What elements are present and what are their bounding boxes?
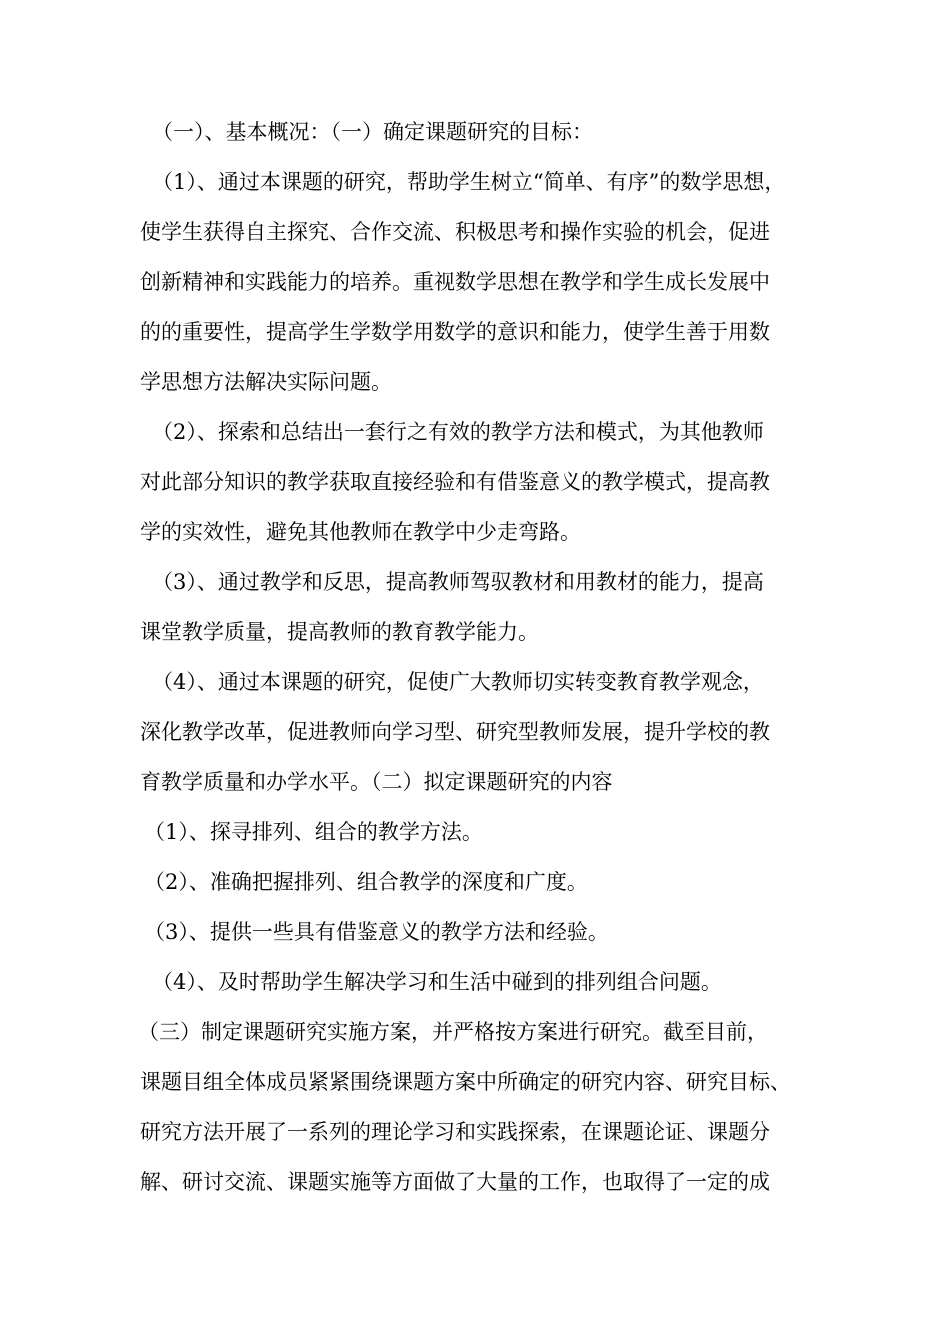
paragraph-line: （三）制定课题研究实施方案，并严格按方案进行研究。截至目前， <box>138 1020 768 1044</box>
paragraph-line: 育教学质量和办学水平。（二）拟定课题研究的内容 <box>140 770 613 794</box>
paragraph-line: （4）、通过本课题的研究，促使广大教师切实转变教育教学观念， <box>152 670 764 694</box>
list-item-line: （2）、准确把握排列、组合教学的深度和广度。 <box>144 870 588 894</box>
paragraph-line: 学的实效性，避免其他教师在教学中少走弯路。 <box>140 520 581 544</box>
paragraph-line: 课堂教学质量，提高教师的教育教学能力。 <box>140 620 539 644</box>
list-item-line: （3）、提供一些具有借鉴意义的教学方法和经验。 <box>144 920 609 944</box>
paragraph-line: 解、研讨交流、课题实施等方面做了大量的工作，也取得了一定的成 <box>140 1170 770 1194</box>
list-item-line: （1）、探寻排列、组合的教学方法。 <box>144 820 483 844</box>
paragraph-line: 课题目组全体成员紧紧围绕课题方案中所确定的研究内容、研究目标、 <box>140 1070 791 1094</box>
paragraph-line: 使学生获得自主探究、合作交流、积极思考和操作实验的机会，促进 <box>140 220 770 244</box>
heading-line: （一）、基本概况：（一）确定课题研究的目标： <box>152 120 593 144</box>
paragraph-line: （1）、通过本课题的研究，帮助学生树立“简单、有序”的数学思想， <box>152 170 786 194</box>
paragraph-line: （2）、探索和总结出一套行之有效的教学方法和模式，为其他教师 <box>152 420 764 444</box>
paragraph-line: 学思想方法解决实际问题。 <box>140 370 392 394</box>
list-item-line: （4）、及时帮助学生解决学习和生活中碰到的排列组合问题。 <box>152 970 722 994</box>
paragraph-line: 对此部分知识的教学获取直接经验和有借鉴意义的教学模式，提高教 <box>140 470 770 494</box>
paragraph-line: 研究方法开展了一系列的理论学习和实践探索，在课题论证、课题分 <box>140 1120 770 1144</box>
paragraph-line: 深化教学改革，促进教师向学习型、研究型教师发展，提升学校的教 <box>140 720 770 744</box>
paragraph-line: （3）、通过教学和反思，提高教师驾驭教材和用教材的能力，提高 <box>152 570 764 594</box>
paragraph-line: 创新精神和实践能力的培养。重视数学思想在教学和学生成长发展中 <box>140 270 770 294</box>
paragraph-line: 的的重要性，提高学生学数学用数学的意识和能力，使学生善于用数 <box>140 320 770 344</box>
